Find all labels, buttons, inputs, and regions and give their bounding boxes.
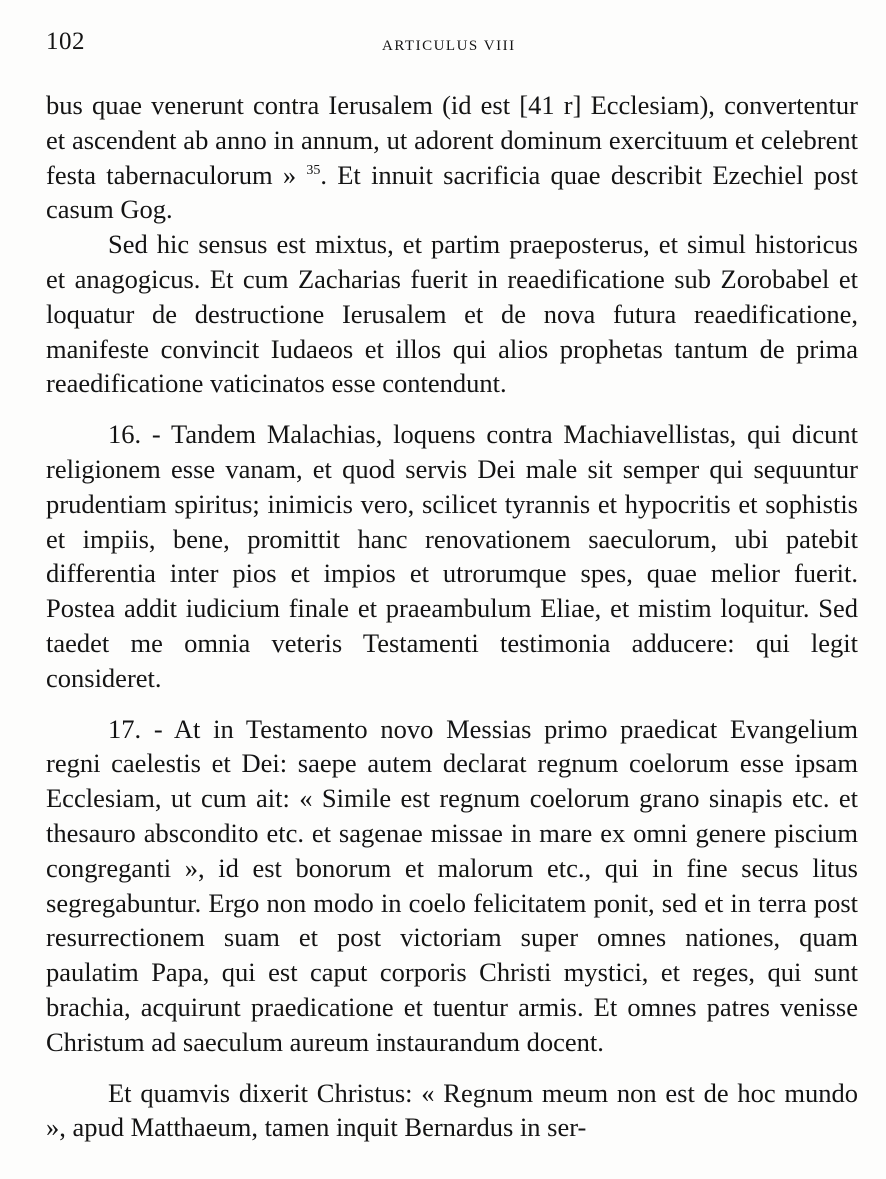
paragraph-text: bus quae venerunt contra Ierusalem (id est [41 r] Ecclesiam), convertentur et ascendent ab anno in annum, ut adorent dominum exercituum et celebrent festa tabernaculorum » bbox=[46, 90, 858, 190]
page-number: 102 bbox=[46, 28, 85, 55]
paragraph-continuation bbox=[46, 88, 858, 227]
paragraph: Et quamvis dixerit Christus: « Regnum meum non est de hoc mundo », apud Matthaeum, tamen inquit Bernardus in ser- bbox=[46, 1077, 858, 1143]
paragraph-section-16: 16. - Tandem Malachias, loquens contra Machiavellistas, qui dicunt religionem esse vanam, et quod servis Dei male sit semper qui sequuntur prudentiam spiritus; inimicis vero, scilicet tyrannis et hypocritis et sophistis et impiis, bene, promittit hanc renovationem saeculorum, ubi patebit differentia inter pios et impios et utrorumque spes, quae melior fuerit. Postea addit iudicium finale et praeambulum Eliae, et mistim loquitur. Sed taedet me omnia veteris Testamenti testimonia adducere: qui legit consideret. bbox=[46, 419, 858, 693]
body-text bbox=[46, 88, 858, 1145]
paragraph: Sed hic sensus est mixtus, et partim praeposterus, et simul historicus et anagogicus. Et cum Zacharias fuerit in reaedificatione sub Zorobabel et loquatur de destructione Ierusalem et de nova futura reaedificatione, manifeste convincit Iudaeos et illos qui alios prophetas tantum de prima reaedificatione vaticinatos esse contendunt. bbox=[46, 229, 858, 399]
paragraph-text: . Et innuit sacrificia quae describit Ezechiel post casum Gog. bbox=[46, 159, 858, 225]
running-head: ARTICULUS VIII bbox=[382, 38, 516, 54]
footnote-marker: 35 bbox=[306, 162, 321, 178]
paragraph-section-17: 17. - At in Testamento novo Messias primo praedicat Evangelium regni caelestis et Dei: saepe autem declarat regnum coelorum esse ipsam Ecclesiam, ut cum ait: « Simile est regnum coelorum grano sinapis etc. et thesauro abscondito etc. et sagenae missae in mare ex omni genere piscium congreganti », id est bonorum et malorum etc., qui in fine secus litus segregabuntur. Ergo non modo in coelo felicitatem ponit, sed et in terra post resurrectionem suam et post victoriam super omnes nationes, quam paulatim Papa, qui est caput corporis Christi mystici, et reges, qui sunt brachia, acquirunt praedicatione et tuentur armis. Et omnes patres venisse Christum ad saeculum aureum instaurandum docent. bbox=[46, 713, 858, 1057]
page-header bbox=[46, 28, 858, 64]
